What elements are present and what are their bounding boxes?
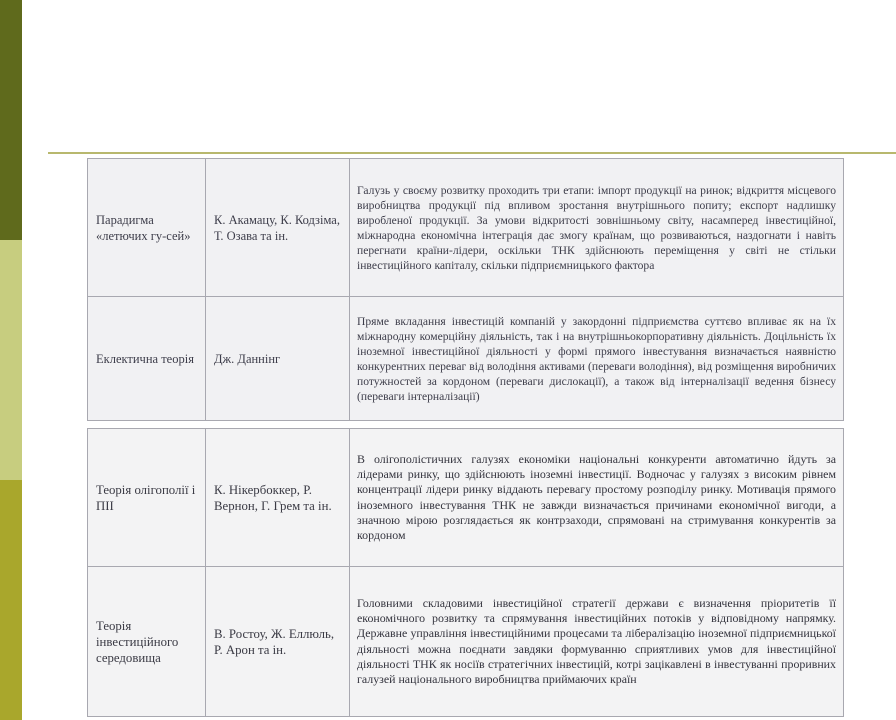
decor-bar-bottom: [0, 480, 22, 720]
header-divider: [48, 152, 896, 154]
description-cell: Галузь у своєму розвитку проходить три етапи: імпорт продукції на ринок; відкриття місцевого виробництва продукції під впливом зростання внутрішнього попиту; експорт надлишку виробленої продукції. За умови відкритості зовнішньому світу, насамперед інвестиційної, міжнародна економічна інтеграція дає змогу країнам, що розвиваються, наздогнати і навіть перегнати країни-лідери, оскільки ТНК здійснюють переміщення у світі не стільки інвестиційного капіталу, скільки підприємницького фактора: [350, 159, 844, 297]
description-cell: Головними складовими інвестиційної стратегії держави є визначення пріоритетів її економічного розвитку та спрямування інвестиційних потоків у відповідному напрямку. Державне управління інвестиційними процесами та лібералізацію іноземної підприємницької діяльності можна поєднати завдяки формуванню сприятливих умов для інвестиційної діяльності ТНК як носіїв стратегічних інвестицій, котрі зацікавлені в інвестуванні проривних галузей національного виробництва приймаючих країн: [350, 567, 844, 717]
theory-name-cell: Теорія інвестиційного середовища: [88, 567, 206, 717]
table-row: [88, 297, 844, 421]
table-row: [88, 159, 844, 297]
authors-cell: К. Акамацу, К. Кодзіма, Т. Озава та ін.: [206, 159, 350, 297]
table-row: [88, 567, 844, 717]
theories-table-part-1: [87, 158, 844, 421]
table-row: [88, 429, 844, 567]
theory-name-cell: Еклектична теорія: [88, 297, 206, 421]
theory-name-cell: Теорія олігополії і ПІІ: [88, 429, 206, 567]
description-cell: Пряме вкладання інвестицій компаній у закордонні підприємства суттєво впливає як на їх міжнародну комерційну діяльність, так і на внутрішньокорпоративну діяльність. Доцільність їх іноземної інвестиційної діяльності у формі прямого інвестування визначається наявністю конкурентних переваг від володіння активами (переваги володіння), від розміщення виробничих потужностей за кордоном (переваги дислокації), а також від інтерналізації ведення бізнесу (переваги інтерналізації): [350, 297, 844, 421]
authors-cell: К. Нікербоккер, Р. Вернон, Г. Грем та ін.: [206, 429, 350, 567]
decor-bar-middle: [0, 240, 22, 480]
theory-name-cell: Парадигма «летючих гу-сей»: [88, 159, 206, 297]
theories-table-part-2: [87, 428, 844, 717]
authors-cell: Дж. Даннінг: [206, 297, 350, 421]
description-cell: В олігополістичних галузях економіки національні конкуренти автоматично йдуть за лідерами ринку, що здійснюють іноземні інвестиції. Водночас у галузях з високим рівнем концентрації лідери ринку віддають перевагу простому розподілу ринку. Мотивація прямого іноземного інвестування ТНК не завжди визначається причинами економічної вигоди, а значною мірою розглядається як контрзаходи, спрямовані на стримування конкурентів за кордоном: [350, 429, 844, 567]
decor-bar-top: [0, 0, 22, 240]
authors-cell: В. Ростоу, Ж. Еллюль, Р. Арон та ін.: [206, 567, 350, 717]
